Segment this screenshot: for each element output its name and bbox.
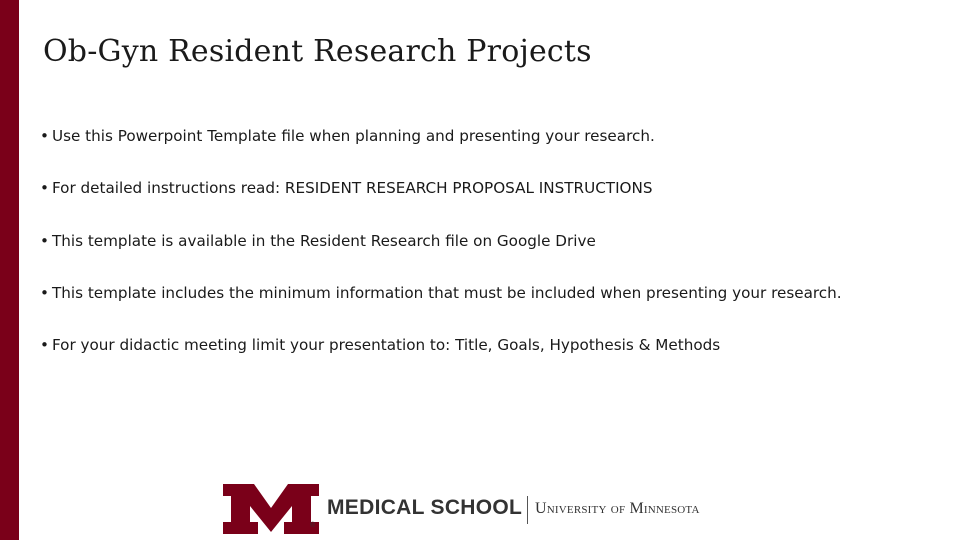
bullet-item bbox=[40, 284, 842, 302]
registered-mark: ® bbox=[310, 522, 316, 529]
bullet-glyph: • bbox=[40, 284, 49, 302]
bullet-text: For detailed instructions read: RESIDENT RESEARCH PROPOSAL INSTRUCTIONS bbox=[51, 179, 653, 197]
bullet-glyph: • bbox=[40, 127, 49, 145]
bullet-text: Use this Powerpoint Template file when planning and presenting your research. bbox=[51, 127, 655, 145]
bullet-item bbox=[40, 179, 653, 197]
slide-title: Ob-Gyn Resident Research Projects bbox=[43, 34, 592, 69]
bullet-glyph: • bbox=[40, 179, 49, 197]
bullet-glyph: • bbox=[40, 232, 49, 250]
university-name: University of Minnesota bbox=[535, 500, 700, 517]
bullet-glyph: • bbox=[40, 336, 49, 354]
bullet-item bbox=[40, 127, 655, 145]
block-m-logo-icon bbox=[223, 484, 319, 534]
bullet-item bbox=[40, 232, 596, 250]
university-logo bbox=[223, 484, 743, 534]
bullet-text: This template is available in the Resident Research file on Google Drive bbox=[51, 232, 596, 250]
bullet-item bbox=[40, 336, 720, 354]
school-name: MEDICAL SCHOOL bbox=[327, 496, 523, 519]
left-accent-bar bbox=[0, 0, 19, 540]
bullet-text: This template includes the minimum information that must be included when presenting your research. bbox=[51, 284, 842, 302]
logo-divider bbox=[527, 496, 528, 524]
bullet-text: For your didactic meeting limit your presentation to: Title, Goals, Hypothesis & Methods bbox=[51, 336, 721, 354]
